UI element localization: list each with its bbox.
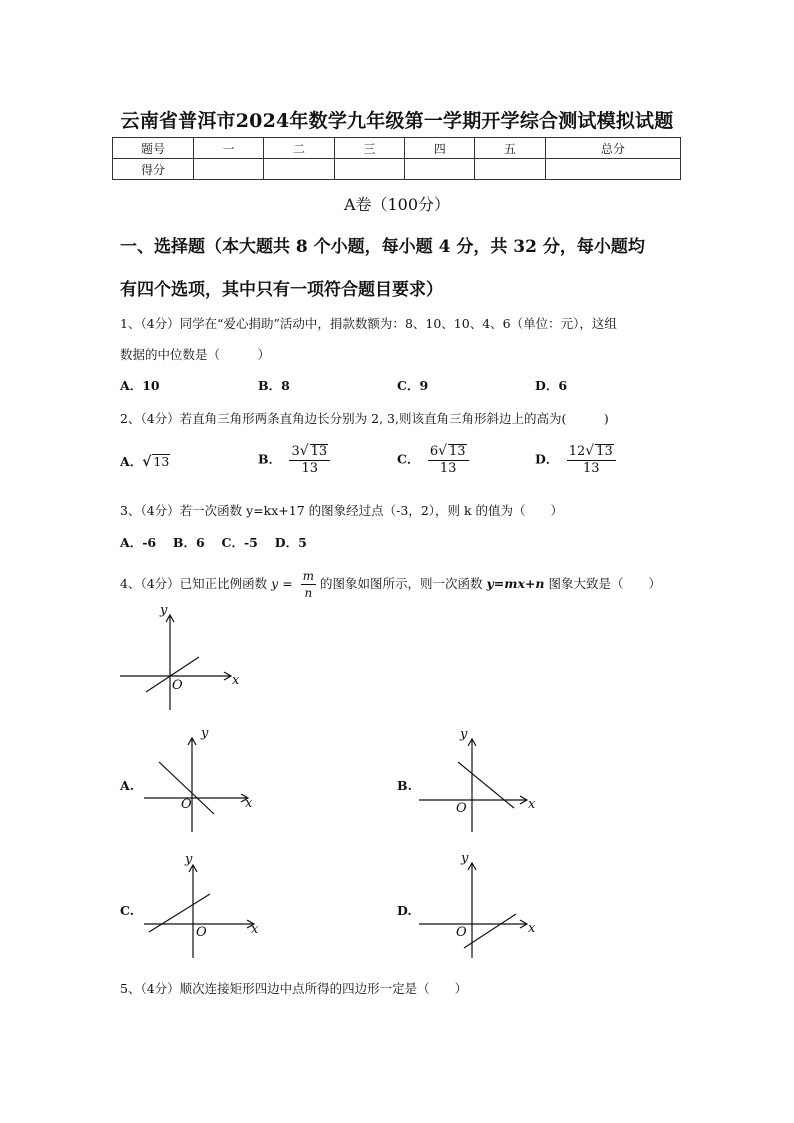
q4-option-c-graph[interactable] xyxy=(143,852,268,962)
score-table-header-row xyxy=(113,138,681,159)
q2-d-fraction xyxy=(567,443,616,477)
score-header-cell: 题号 xyxy=(113,138,194,159)
sqrt-icon: √ xyxy=(438,443,448,459)
q4-fraction xyxy=(301,568,316,601)
q2-b-radicand: 13 xyxy=(310,444,328,459)
x-axis-label: x xyxy=(528,921,536,936)
q1-option-a[interactable]: A．10 xyxy=(120,378,160,393)
q4-n: n xyxy=(304,586,313,600)
q2-c-fraction xyxy=(428,443,469,477)
q4-option-a-graph[interactable] xyxy=(143,726,258,836)
q2-option-a-label: A． xyxy=(120,454,143,469)
q4-suffix-2: 图象大致是（ ） xyxy=(548,576,662,591)
score-table xyxy=(112,137,681,180)
q4-y-equals: y = xyxy=(271,576,293,591)
q4-function: y=mx+n xyxy=(486,576,545,591)
q1-option-c[interactable]: C．9 xyxy=(397,378,429,393)
x-axis-label: x xyxy=(528,797,536,812)
x-axis-label: x xyxy=(251,922,259,937)
question-5-text: 5、（4分）顺次连接矩形四边中点所得的四边形一定是（ ） xyxy=(120,981,468,996)
y-axis-label: y xyxy=(461,851,469,866)
score-header-cell: 三 xyxy=(334,138,404,159)
q2-option-d-label: D． xyxy=(535,451,559,467)
q2-option-b[interactable] xyxy=(258,443,330,477)
q2-b-fraction xyxy=(289,443,330,477)
q4-option-d-graph[interactable] xyxy=(418,852,543,962)
q4-suffix-1: 的图象如图所示，则一次函数 xyxy=(320,576,483,591)
score-header-cell: 五 xyxy=(475,138,545,159)
section-heading: A卷（100分） xyxy=(343,195,451,214)
question-2-text: 2、（4分）若直角三角形两条直角边长分别为 2, 3,则该直角三角形斜边上的高为( ) xyxy=(120,411,609,426)
score-cell xyxy=(194,159,264,180)
origin-label: O xyxy=(181,797,192,812)
question-1-text-line2: 数据的中位数是（ ） xyxy=(120,347,271,362)
x-axis-label: x xyxy=(245,796,253,811)
y-axis-label: y xyxy=(185,852,193,867)
q4-prefix: 4、（4分）已知正比例函数 xyxy=(120,576,268,591)
score-table-score-row xyxy=(113,159,681,180)
origin-label: O xyxy=(456,801,467,816)
y-axis-label: y xyxy=(460,727,468,742)
question-4-text xyxy=(120,568,661,601)
q4-option-b-label[interactable]: B. xyxy=(397,778,412,793)
q4-option-b-graph[interactable] xyxy=(418,728,543,836)
score-header-cell: 总分 xyxy=(545,138,680,159)
q2-a-radicand: 13 xyxy=(153,454,170,469)
score-header-cell: 二 xyxy=(264,138,334,159)
score-cell xyxy=(475,159,545,180)
q2-d-denominator: 13 xyxy=(582,461,600,476)
y-axis-label: y xyxy=(160,603,168,618)
q2-b-denominator: 13 xyxy=(301,461,319,476)
score-cell xyxy=(545,159,680,180)
q2-option-c-label: C． xyxy=(397,451,420,467)
question-3-text: 3、（4分）若一次函数 y=kx+17 的图象经过点（-3，2），则 k 的值为（ ） xyxy=(120,503,564,518)
score-header-cell: 四 xyxy=(405,138,475,159)
origin-label: O xyxy=(456,925,467,940)
part-title-line2: 有四个选项，其中只有一项符合题目要求） xyxy=(120,280,443,300)
q2-option-b-label: B． xyxy=(258,451,282,467)
q4-m: m xyxy=(302,569,315,583)
q2-option-c[interactable] xyxy=(397,443,469,477)
part-title-line1: 一、选择题（本大题共 8 个小题，每小题 4 分，共 32 分，每小题均 xyxy=(120,237,645,257)
q4-option-a-label[interactable]: A. xyxy=(120,778,135,793)
question-1-text: 1、（4分）同学在“爱心捐助”活动中，捐款数额为：8、10、10、4、6（单位：元），这组 xyxy=(120,316,617,331)
q4-option-c-label[interactable]: C. xyxy=(120,903,135,918)
q2-option-d[interactable] xyxy=(535,443,616,477)
q2-c-denominator: 13 xyxy=(439,461,457,476)
q2-c-coef: 6 xyxy=(429,444,439,459)
q1-option-d[interactable]: D．6 xyxy=(535,378,568,393)
q1-option-b[interactable]: B．8 xyxy=(258,378,290,393)
sqrt-icon: √ xyxy=(299,443,309,459)
q2-option-a[interactable] xyxy=(120,452,170,470)
origin-label: O xyxy=(196,925,207,940)
q4-option-d-label[interactable]: D. xyxy=(397,903,412,918)
sqrt-icon: √ xyxy=(585,443,595,459)
sqrt-icon: √ xyxy=(142,454,152,470)
origin-label: O xyxy=(172,678,183,693)
q2-b-coef: 3 xyxy=(291,444,300,459)
score-cell xyxy=(264,159,334,180)
score-header-cell: 一 xyxy=(194,138,264,159)
x-axis-label: x xyxy=(232,673,240,688)
q2-d-coef: 12 xyxy=(568,444,586,459)
score-cell xyxy=(334,159,404,180)
q2-c-radicand: 13 xyxy=(449,444,466,459)
exam-title: 云南省普洱市2024年数学九年级第一学期开学综合测试模拟试题 xyxy=(120,110,674,132)
q2-d-radicand: 13 xyxy=(596,444,613,459)
q4-given-graph xyxy=(118,600,248,715)
score-row-label: 得分 xyxy=(113,159,194,180)
q3-options[interactable]: A．-6 B．6 C．-5 D．5 xyxy=(120,535,307,550)
y-axis-label: y xyxy=(201,726,209,741)
score-cell xyxy=(405,159,475,180)
